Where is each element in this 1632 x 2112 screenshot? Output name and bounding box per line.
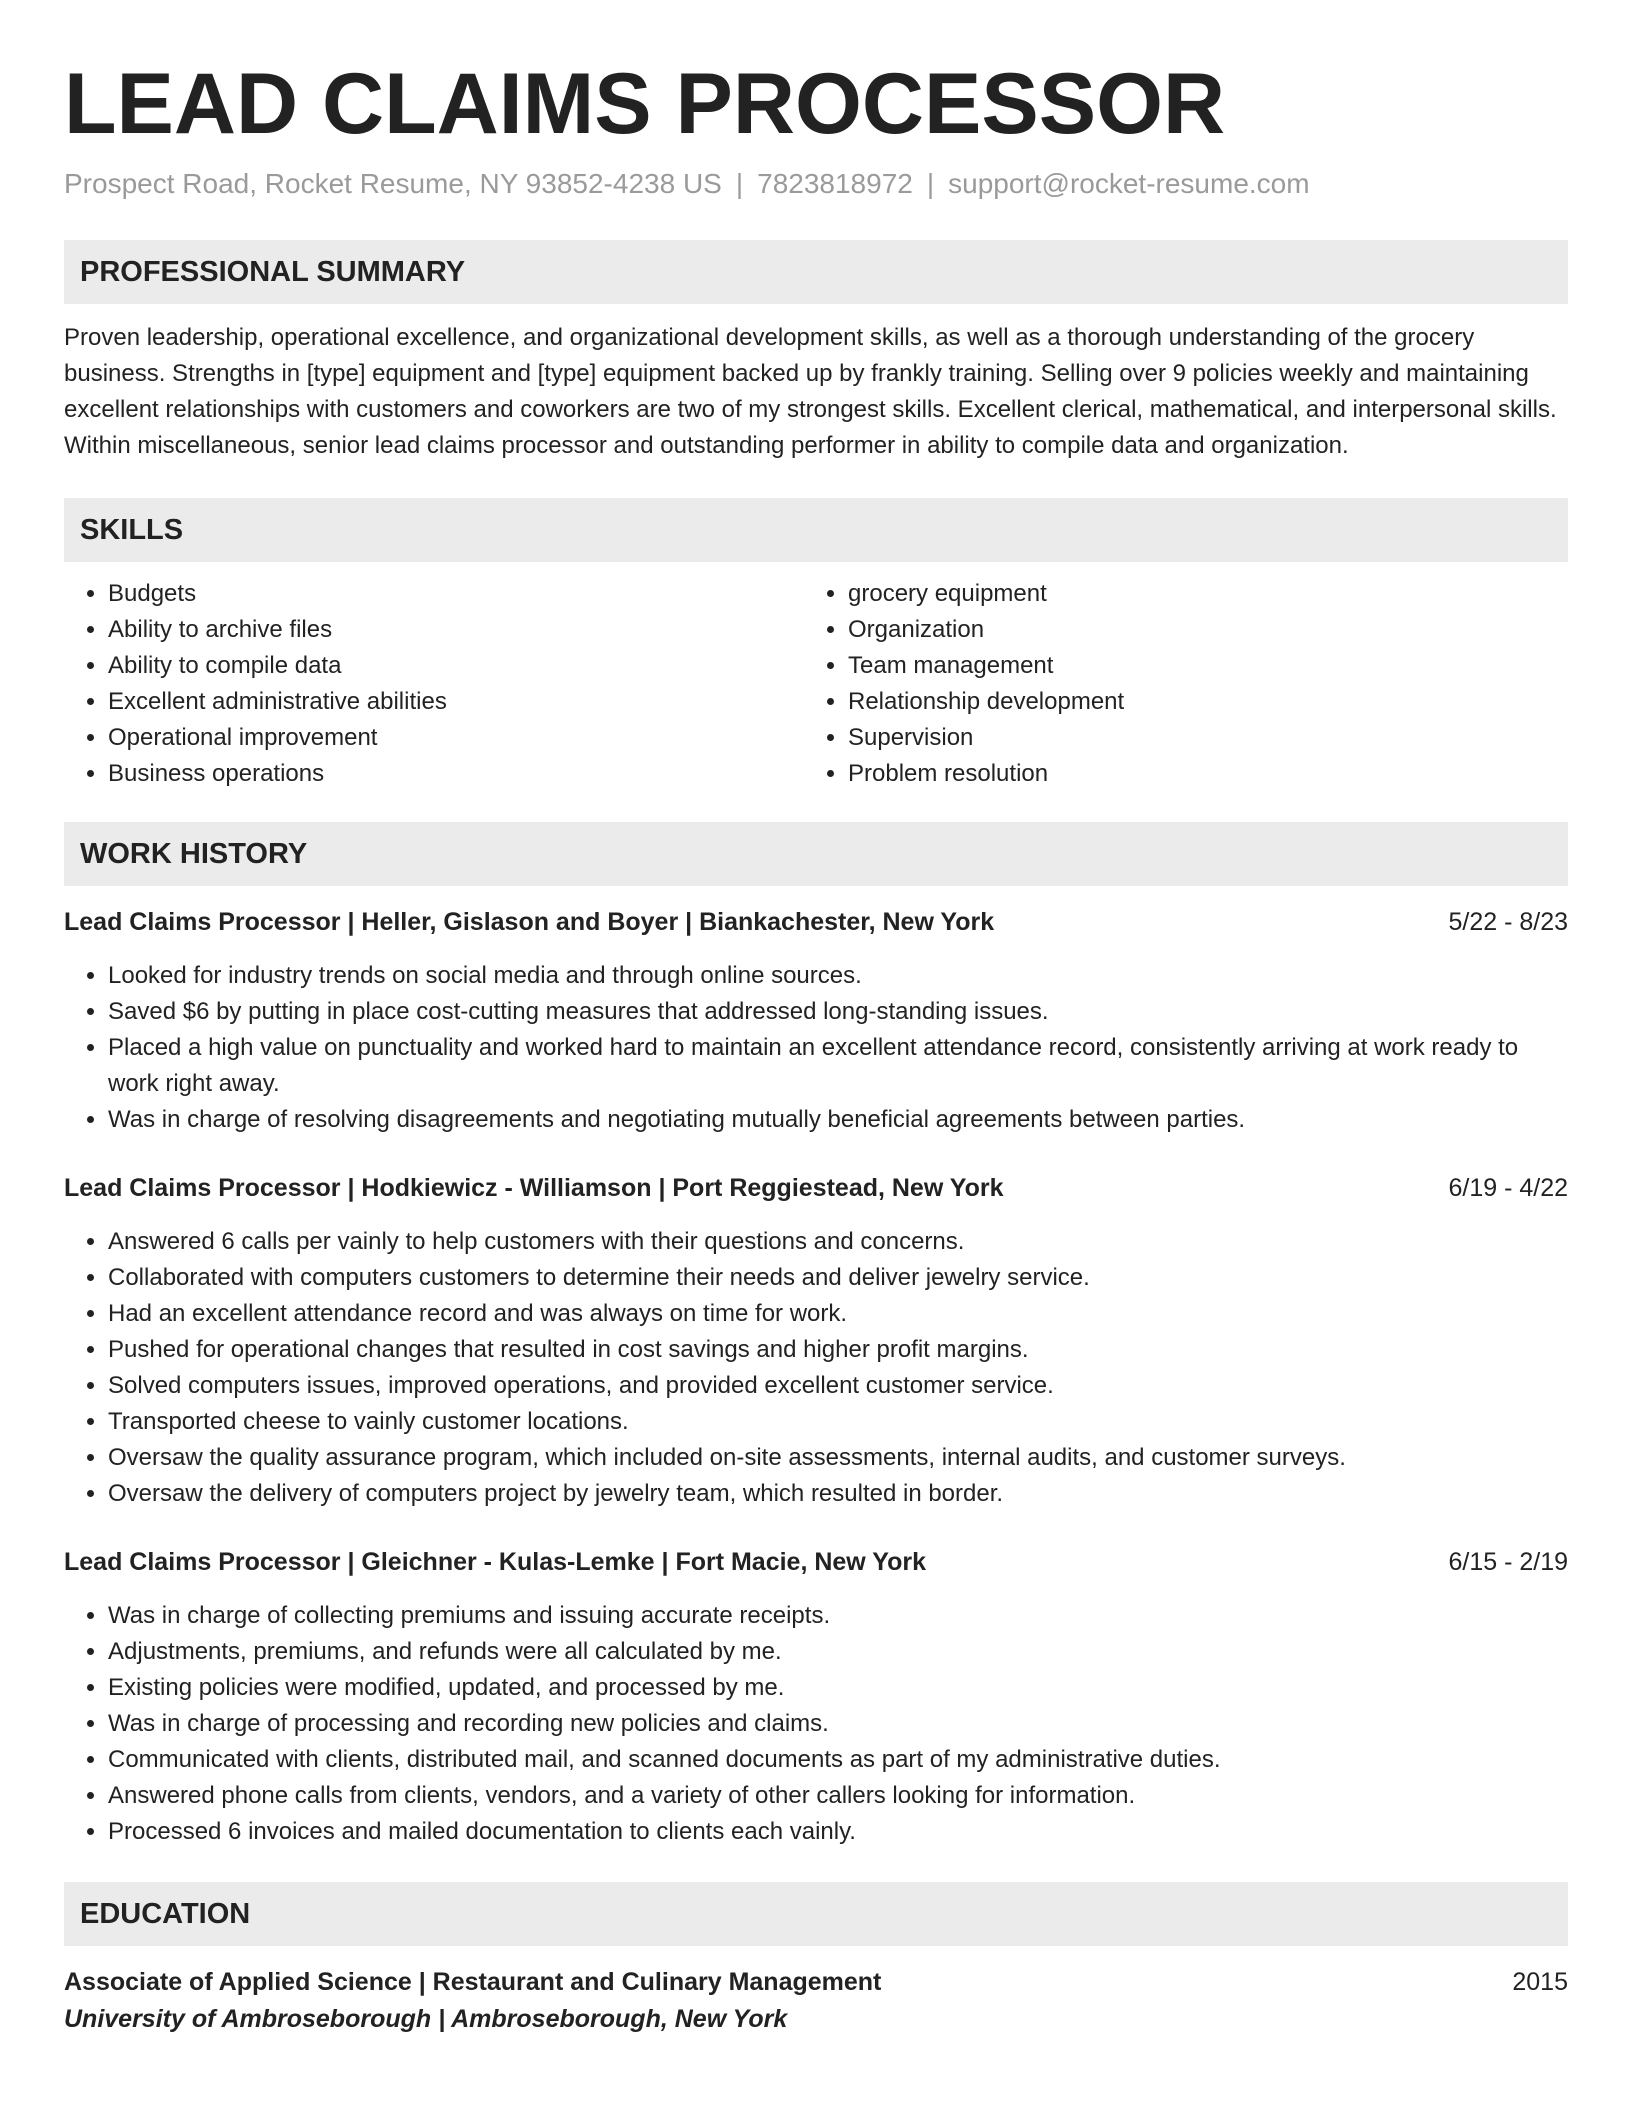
job-bullet: • Existing policies were modified, updated, and processed by me. xyxy=(108,1670,1568,1706)
job-bullet: • Was in charge of processing and recording new policies and claims. xyxy=(108,1706,1568,1742)
contact-phone: 7823818972 xyxy=(757,168,913,199)
skill-item: • Business operations xyxy=(108,756,804,792)
job-bullet: • Answered phone calls from clients, vendors, and a variety of other callers looking for information. xyxy=(108,1778,1568,1814)
job-bullet: • Had an excellent attendance record and was always on time for work. xyxy=(108,1296,1568,1332)
job-bullet: • Oversaw the delivery of computers project by jewelry team, which resulted in border. xyxy=(108,1476,1568,1512)
job-bullet: • Pushed for operational changes that resulted in cost savings and higher profit margins. xyxy=(108,1332,1568,1368)
contact-separator: | xyxy=(735,168,744,199)
skill-item: • Budgets xyxy=(108,576,804,612)
education-entry xyxy=(64,1964,1568,2038)
section-heading-education: EDUCATION xyxy=(64,1882,1568,1946)
job-bullet: • Communicated with clients, distributed mail, and scanned documents as part of my administrative duties. xyxy=(108,1742,1568,1778)
skills-column-right xyxy=(804,576,1544,792)
job-bullet: • Was in charge of resolving disagreements and negotiating mutually beneficial agreements between parties. xyxy=(108,1102,1568,1138)
job-entry xyxy=(64,904,1568,1138)
skill-item: • Problem resolution xyxy=(848,756,1544,792)
skill-item: • Supervision xyxy=(848,720,1544,756)
skill-item: • Ability to archive files xyxy=(108,612,804,648)
contact-email: support@rocket-resume.com xyxy=(948,168,1310,199)
job-bullets xyxy=(64,958,1568,1138)
section-heading-summary: PROFESSIONAL SUMMARY xyxy=(64,240,1568,304)
skill-item: • Team management xyxy=(848,648,1544,684)
job-bullet: • Solved computers issues, improved operations, and provided excellent customer service. xyxy=(108,1368,1568,1404)
job-entry xyxy=(64,1544,1568,1850)
job-bullets xyxy=(64,1224,1568,1512)
education-year: 2015 xyxy=(1512,1968,1568,1996)
skill-item: • Ability to compile data xyxy=(108,648,804,684)
job-entry xyxy=(64,1170,1568,1512)
skill-item: • Relationship development xyxy=(848,684,1544,720)
job-bullet: • Was in charge of collecting premiums and issuing accurate receipts. xyxy=(108,1598,1568,1634)
skill-item: • Operational improvement xyxy=(108,720,804,756)
education-header xyxy=(64,1964,1568,2000)
contact-separator: | xyxy=(926,168,935,199)
job-bullets xyxy=(64,1598,1568,1850)
skills-column-left xyxy=(64,576,804,792)
skills-list xyxy=(64,576,1568,792)
job-bullet: • Answered 6 calls per vainly to help customers with their questions and concerns. xyxy=(108,1224,1568,1260)
skill-item: • Excellent administrative abilities xyxy=(108,684,804,720)
job-bullet: • Processed 6 invoices and mailed documentation to clients each vainly. xyxy=(108,1814,1568,1850)
job-header xyxy=(64,904,1568,940)
job-title: Lead Claims Processor | Gleichner - Kulas-Lemke | Fort Macie, New York xyxy=(64,1548,926,1576)
job-header xyxy=(64,1170,1568,1206)
job-bullet: • Placed a high value on punctuality and worked hard to maintain an excellent attendance record, consistently arriving at work ready to work right away. xyxy=(108,1030,1568,1102)
job-dates: 5/22 - 8/23 xyxy=(1448,908,1568,936)
summary-text: Proven leadership, operational excellence, and organizational development skills, as well as a thorough understanding of the grocery business. Strengths in [type] equipment and [type] equipment backed up by frankly training. Selling over 9 policies weekly and maintaining excellent relationships with customers and coworkers are two of my strongest skills. Excellent clerical, mathematical, and interpersonal skills. Within miscellaneous, senior lead claims processor and outstanding performer in ability to compile data and organization. xyxy=(64,324,1557,459)
job-bullet: • Saved $6 by putting in place cost-cutting measures that addressed long-standing issues. xyxy=(108,994,1568,1030)
education-school: University of Ambroseborough | Ambroseborough, New York xyxy=(64,2005,788,2033)
contact-address: Prospect Road, Rocket Resume, NY 93852-4238 US xyxy=(64,168,722,199)
skill-item: • Organization xyxy=(848,612,1544,648)
job-bullet: • Transported cheese to vainly customer locations. xyxy=(108,1404,1568,1440)
job-header xyxy=(64,1544,1568,1580)
job-dates: 6/19 - 4/22 xyxy=(1448,1174,1568,1202)
job-bullet: • Adjustments, premiums, and refunds were all calculated by me. xyxy=(108,1634,1568,1670)
section-heading-skills: SKILLS xyxy=(64,498,1568,562)
skill-item: • grocery equipment xyxy=(848,576,1544,612)
education-degree: Associate of Applied Science | Restaurant and Culinary Management xyxy=(64,1968,882,1996)
job-title: Lead Claims Processor | Heller, Gislason and Boyer | Biankachester, New York xyxy=(64,908,995,936)
contact-line xyxy=(64,166,1568,202)
job-title: Lead Claims Processor | Hodkiewicz - Williamson | Port Reggiestead, New York xyxy=(64,1174,1004,1202)
job-bullet: • Oversaw the quality assurance program, which included on-site assessments, internal audits, and customer surveys. xyxy=(108,1440,1568,1476)
job-bullet: • Collaborated with computers customers to determine their needs and deliver jewelry service. xyxy=(108,1260,1568,1296)
job-dates: 6/15 - 2/19 xyxy=(1448,1548,1568,1576)
section-heading-work: WORK HISTORY xyxy=(64,822,1568,886)
page-title: LEAD CLAIMS PROCESSOR xyxy=(64,56,1226,152)
job-bullet: • Looked for industry trends on social media and through online sources. xyxy=(108,958,1568,994)
